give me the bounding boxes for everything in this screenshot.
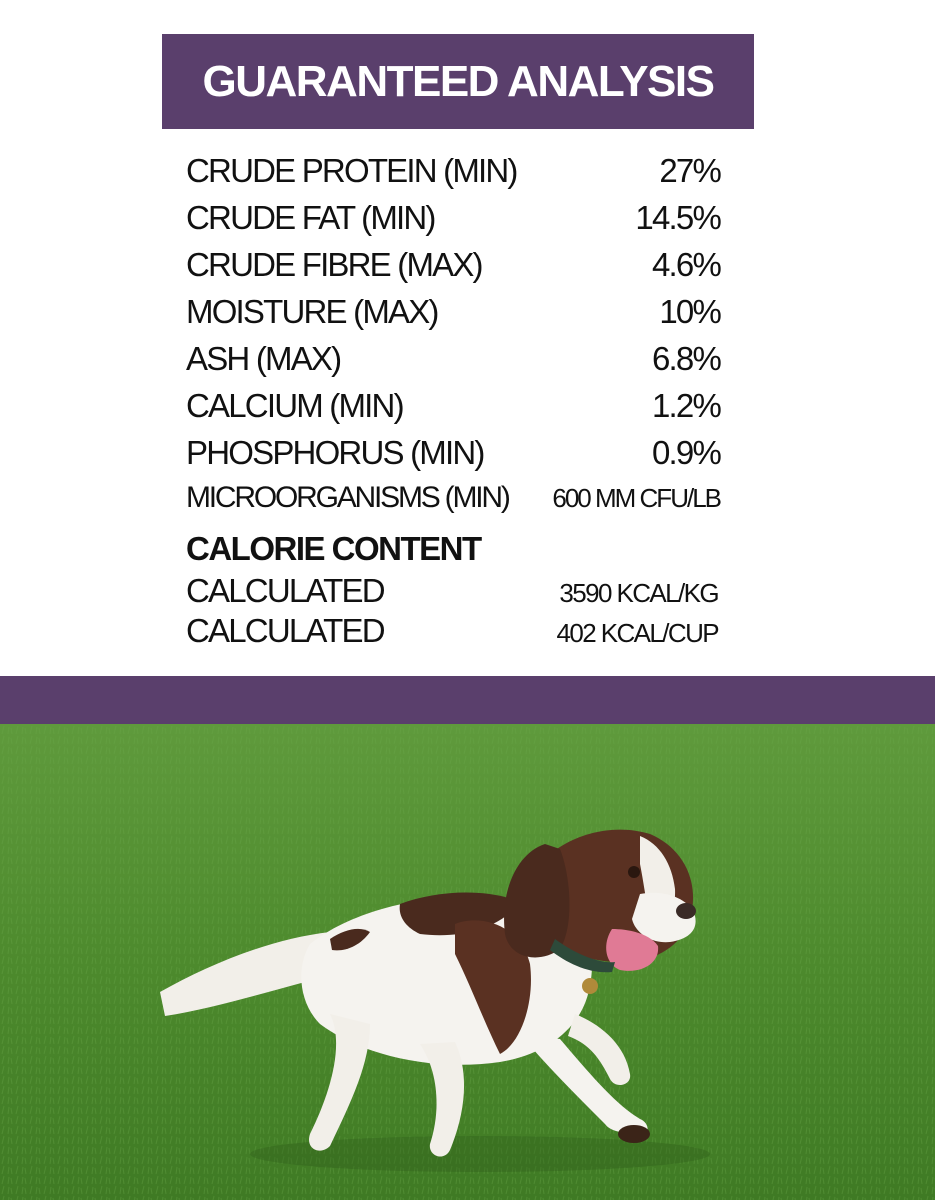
- nutrient-value: 10%: [659, 293, 720, 330]
- nutrient-label: CALCIUM (MIN): [186, 387, 403, 424]
- calorie-row-per-kg: [186, 572, 718, 612]
- nutrient-row-ash: [186, 340, 720, 387]
- calorie-list: [186, 572, 718, 652]
- nutrient-label: MICROORGANISMS (MIN): [186, 481, 509, 514]
- nutrient-value: 0.9%: [651, 434, 720, 471]
- nutrient-row-crude-protein: [186, 152, 720, 199]
- nutrient-label: MOISTURE (MAX): [186, 293, 438, 330]
- calorie-value: 402 KCAL/CUP: [556, 618, 718, 648]
- nutrient-row-moisture: [186, 293, 720, 340]
- nutrient-label: CRUDE PROTEIN (MIN): [186, 152, 517, 189]
- nutrient-value: 27%: [659, 152, 720, 189]
- nutrient-row-microorganisms: [186, 481, 720, 528]
- calorie-content-heading: CALORIE CONTENT: [186, 530, 481, 567]
- dog-on-grass-photo: [0, 724, 935, 1200]
- nutrient-row-phosphorus: [186, 434, 720, 481]
- nutrient-value: 6.8%: [651, 340, 720, 377]
- nutrient-label: PHOSPHORUS (MIN): [186, 434, 484, 471]
- nutrient-label: ASH (MAX): [186, 340, 341, 377]
- nutrient-value: 4.6%: [651, 246, 720, 283]
- nutrient-label: CRUDE FIBRE (MAX): [186, 246, 482, 283]
- calorie-value: 3590 KCAL/KG: [559, 578, 718, 608]
- calorie-label: CALCULATED: [186, 572, 384, 609]
- purple-divider-band: [0, 676, 935, 724]
- nutrient-row-crude-fat: [186, 199, 720, 246]
- nutrient-value: 600 MM CFU/LB: [552, 483, 720, 513]
- dog-photo-illustration: [0, 724, 935, 1200]
- calorie-label: CALCULATED: [186, 612, 384, 649]
- nutrient-value: 1.2%: [651, 387, 720, 424]
- nutrient-row-calcium: [186, 387, 720, 434]
- nutrient-label: CRUDE FAT (MIN): [186, 199, 435, 236]
- nutrient-row-crude-fibre: [186, 246, 720, 293]
- page-title: GUARANTEED ANALYSIS: [202, 56, 714, 106]
- nutrient-list: [186, 152, 720, 528]
- calorie-row-per-cup: [186, 612, 718, 652]
- title-banner: [162, 34, 754, 129]
- nutrient-value: 14.5%: [635, 199, 720, 236]
